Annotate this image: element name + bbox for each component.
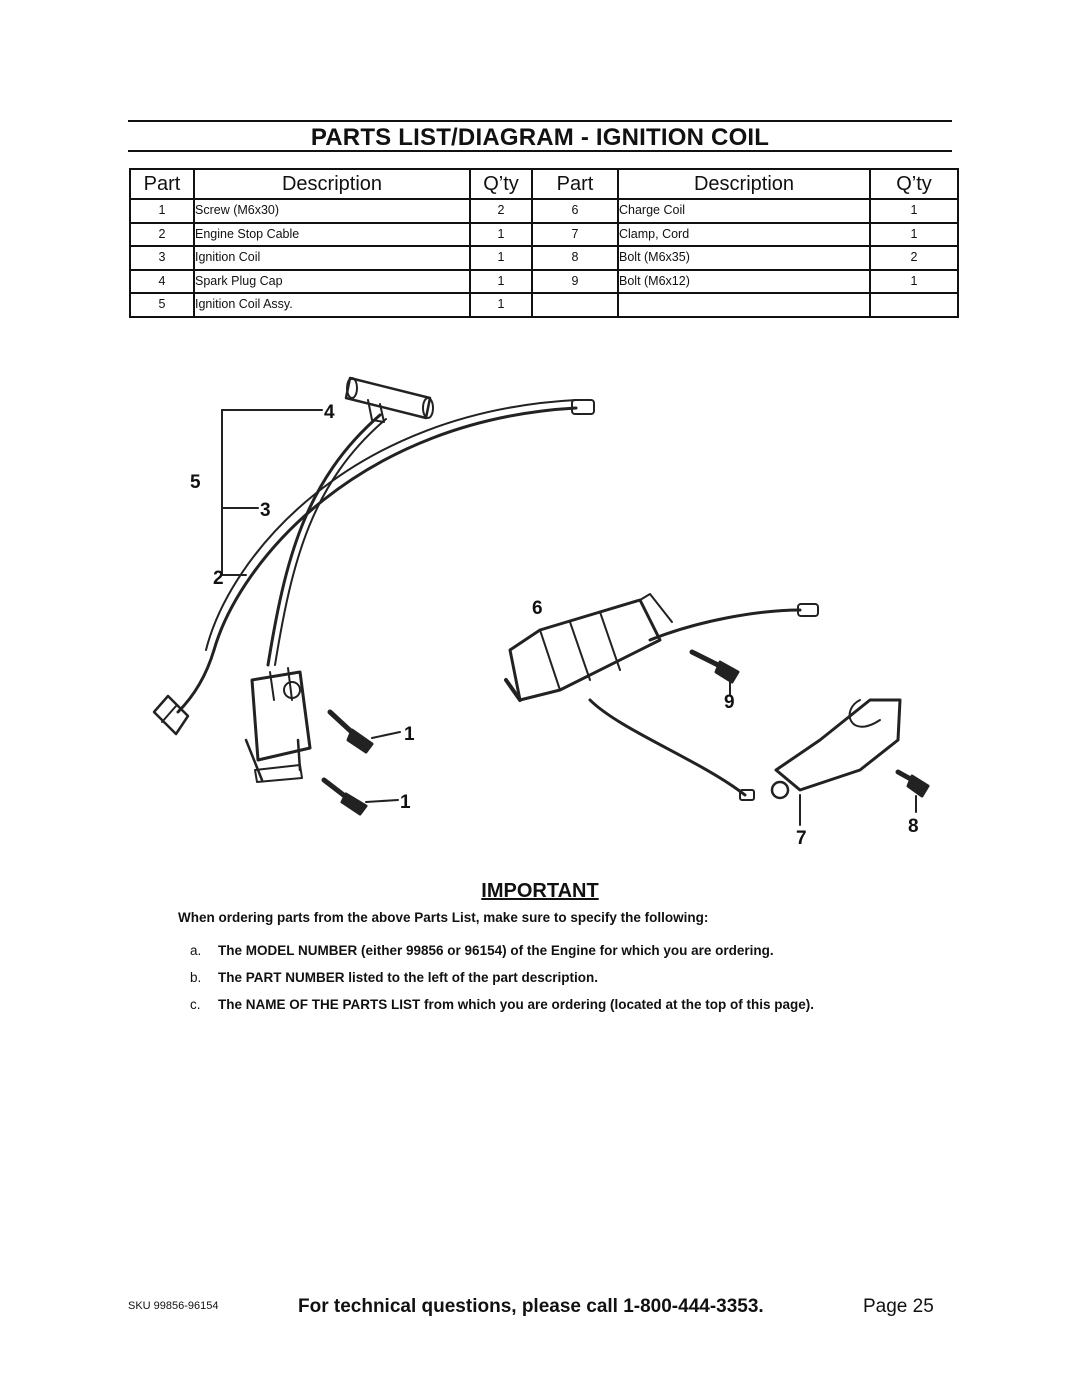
part-qty: 1 xyxy=(470,246,532,270)
item-letter: a. xyxy=(190,943,202,958)
part-description: Spark Plug Cap xyxy=(194,270,470,294)
item-letter: b. xyxy=(190,970,202,985)
part-description: Screw (M6x30) xyxy=(194,199,470,223)
part-qty: 2 xyxy=(870,246,958,270)
footer-tech-support: For technical questions, please call 1-800-444-3353. xyxy=(298,1296,764,1317)
part-qty: 1 xyxy=(870,223,958,247)
table-header-row xyxy=(130,169,958,199)
ignition-coil-diagram xyxy=(150,360,950,860)
item-text: The NAME OF THE PARTS LIST from which you are ordering (located at the top of this page). xyxy=(218,997,815,1012)
part-number: 8 xyxy=(532,246,618,270)
header-description: Description xyxy=(618,169,870,199)
page-title: PARTS LIST/DIAGRAM - IGNITION COIL xyxy=(310,124,770,151)
callout-8: 8 xyxy=(908,816,919,837)
part-description: Bolt (M6x12) xyxy=(618,270,870,294)
header-part: Part xyxy=(130,169,194,199)
header-qty: Q’ty xyxy=(870,169,958,199)
table-row xyxy=(130,270,958,294)
part-qty: 1 xyxy=(870,199,958,223)
important-heading: IMPORTANT xyxy=(481,880,599,902)
part-number: 2 xyxy=(130,223,194,247)
item-text: The MODEL NUMBER (either 99856 or 96154) of the Engine for which you are ordering. xyxy=(218,943,774,958)
table-row xyxy=(130,293,958,317)
part-number: 3 xyxy=(130,246,194,270)
header-description: Description xyxy=(194,169,470,199)
callout-5: 5 xyxy=(190,472,201,493)
part-qty: 1 xyxy=(470,270,532,294)
callout-6: 6 xyxy=(532,598,543,619)
footer-sku: SKU 99856-96154 xyxy=(128,1300,219,1312)
part-number: 7 xyxy=(532,223,618,247)
page-number: Page 25 xyxy=(863,1296,934,1317)
part-qty xyxy=(870,293,958,317)
part-description: Ignition Coil xyxy=(194,246,470,270)
part-description: Bolt (M6x35) xyxy=(618,246,870,270)
callout-1: 1 xyxy=(404,724,415,745)
table-row xyxy=(130,246,958,270)
callout-9: 9 xyxy=(724,692,735,713)
part-number: 6 xyxy=(532,199,618,223)
table-row xyxy=(130,199,958,223)
callout-7: 7 xyxy=(796,828,807,849)
part-number: 5 xyxy=(130,293,194,317)
item-text: The PART NUMBER listed to the left of the part description. xyxy=(218,970,599,985)
callout-4: 4 xyxy=(324,402,335,423)
part-number: 4 xyxy=(130,270,194,294)
part-number: 9 xyxy=(532,270,618,294)
header-qty: Q’ty xyxy=(470,169,532,199)
part-qty: 2 xyxy=(470,199,532,223)
parts-table xyxy=(129,168,959,318)
important-intro: When ordering parts from the above Parts List, make sure to specify the following: xyxy=(178,910,709,925)
part-description: Clamp, Cord xyxy=(618,223,870,247)
table-row xyxy=(130,223,958,247)
part-number: 1 xyxy=(130,199,194,223)
part-description: Engine Stop Cable xyxy=(194,223,470,247)
page-title-bar xyxy=(128,120,952,152)
part-qty: 1 xyxy=(870,270,958,294)
item-letter: c. xyxy=(190,997,201,1012)
header-part: Part xyxy=(532,169,618,199)
part-description: Ignition Coil Assy. xyxy=(194,293,470,317)
callout-3: 3 xyxy=(260,500,271,521)
callout-2: 2 xyxy=(213,568,224,589)
callout-1: 1 xyxy=(400,792,411,813)
part-qty: 1 xyxy=(470,293,532,317)
part-description xyxy=(618,293,870,317)
part-description: Charge Coil xyxy=(618,199,870,223)
part-number xyxy=(532,293,618,317)
part-qty: 1 xyxy=(470,223,532,247)
